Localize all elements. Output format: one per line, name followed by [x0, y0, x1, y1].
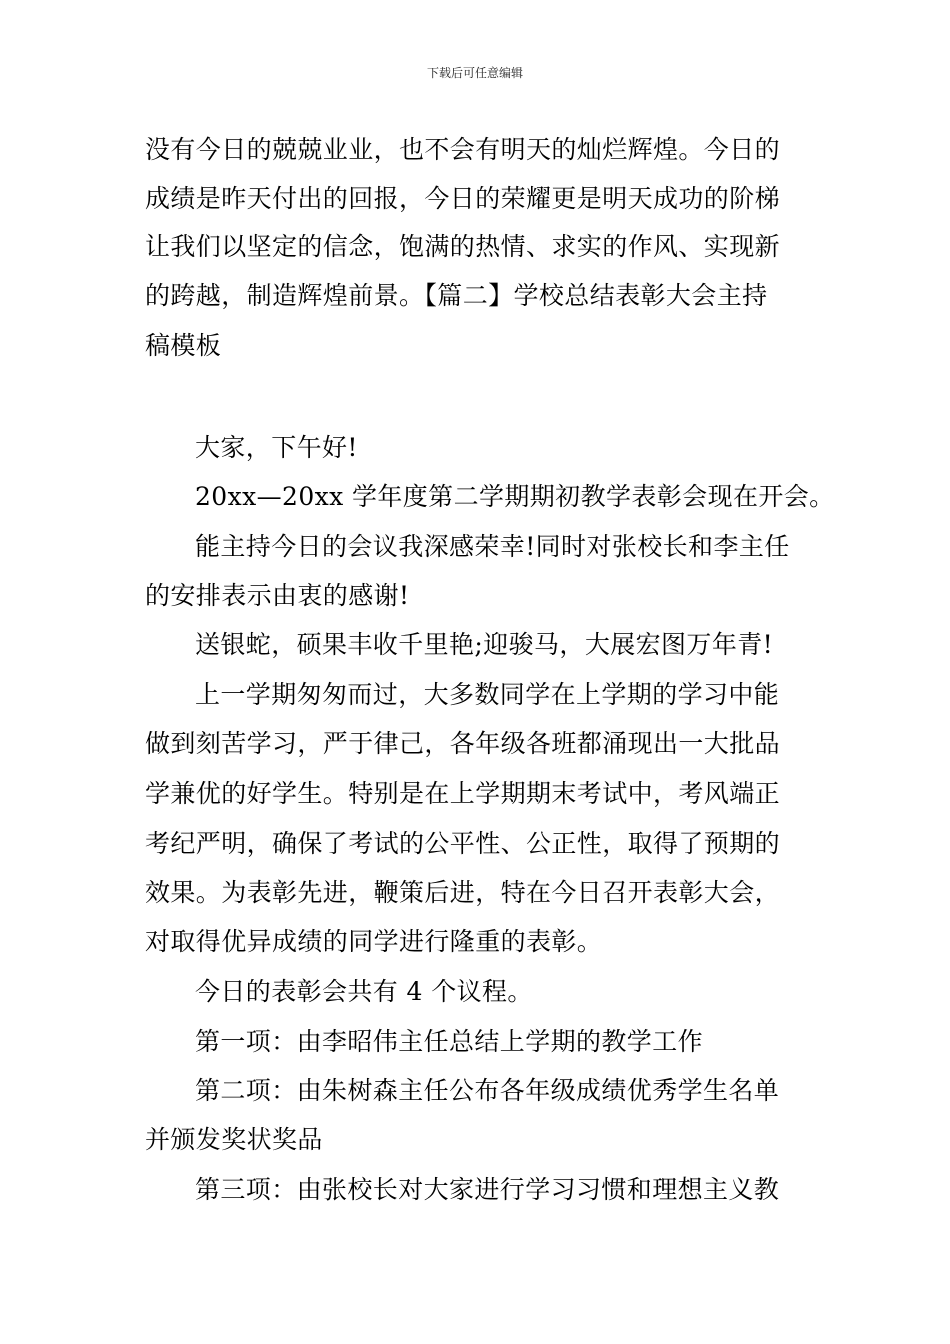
- body-line: 今日的表彰会共有 4 个议程。: [195, 977, 533, 1006]
- body-line: 送银蛇，硕果丰收千里艳;迎骏马，大展宏图万年青!: [195, 630, 774, 659]
- body-line: 学兼优的好学生。特别是在上学期期末考试中，考风端正: [145, 779, 781, 808]
- body-line: 做到刻苦学习，严于律己，各年级各班都涌现出一大批品: [145, 729, 781, 758]
- body-line: 大家，下午好!: [195, 433, 358, 462]
- body-line: 第二项：由朱树森主任公布各年级成绩优秀学生名单: [195, 1076, 780, 1105]
- body-line: 能主持今日的会议我深感荣幸!同时对张校长和李主任: [195, 532, 790, 561]
- body-line: 考纪严明，确保了考试的公平性、公正性，取得了预期的: [145, 829, 781, 858]
- body-line: 上一学期匆匆而过，大多数同学在上学期的学习中能: [195, 680, 780, 709]
- body-line: 让我们以坚定的信念，饱满的热情、求实的作风、实现新: [145, 232, 781, 261]
- body-line: 第一项：由李昭伟主任总结上学期的教学工作: [195, 1027, 704, 1056]
- page-header: 下载后可任意编辑: [426, 66, 523, 80]
- body-line: 效果。为表彰先进，鞭策后进，特在今日召开表彰大会，: [145, 878, 781, 907]
- body-line: 成绩是昨天付出的回报，今日的荣耀更是明天成功的阶梯: [145, 184, 781, 213]
- body-line: 对取得优异成绩的同学进行隆重的表彰。: [145, 927, 603, 956]
- body-line: 20xx—20xx 学年度第二学期期初教学表彰会现在开会。: [195, 482, 835, 511]
- body-line: 稿模板: [145, 331, 222, 360]
- body-line: 没有今日的兢兢业业，也不会有明天的灿烂辉煌。今日的: [145, 135, 781, 164]
- body-line: 的安排表示由衷的感谢!: [145, 581, 410, 610]
- body-line: 第三项：由张校长对大家进行学习习惯和理想主义教: [195, 1175, 780, 1204]
- body-line: 并颁发奖状奖品: [145, 1125, 323, 1154]
- body-line: 的跨越，制造辉煌前景。【篇二】学校总结表彰大会主持: [145, 281, 768, 310]
